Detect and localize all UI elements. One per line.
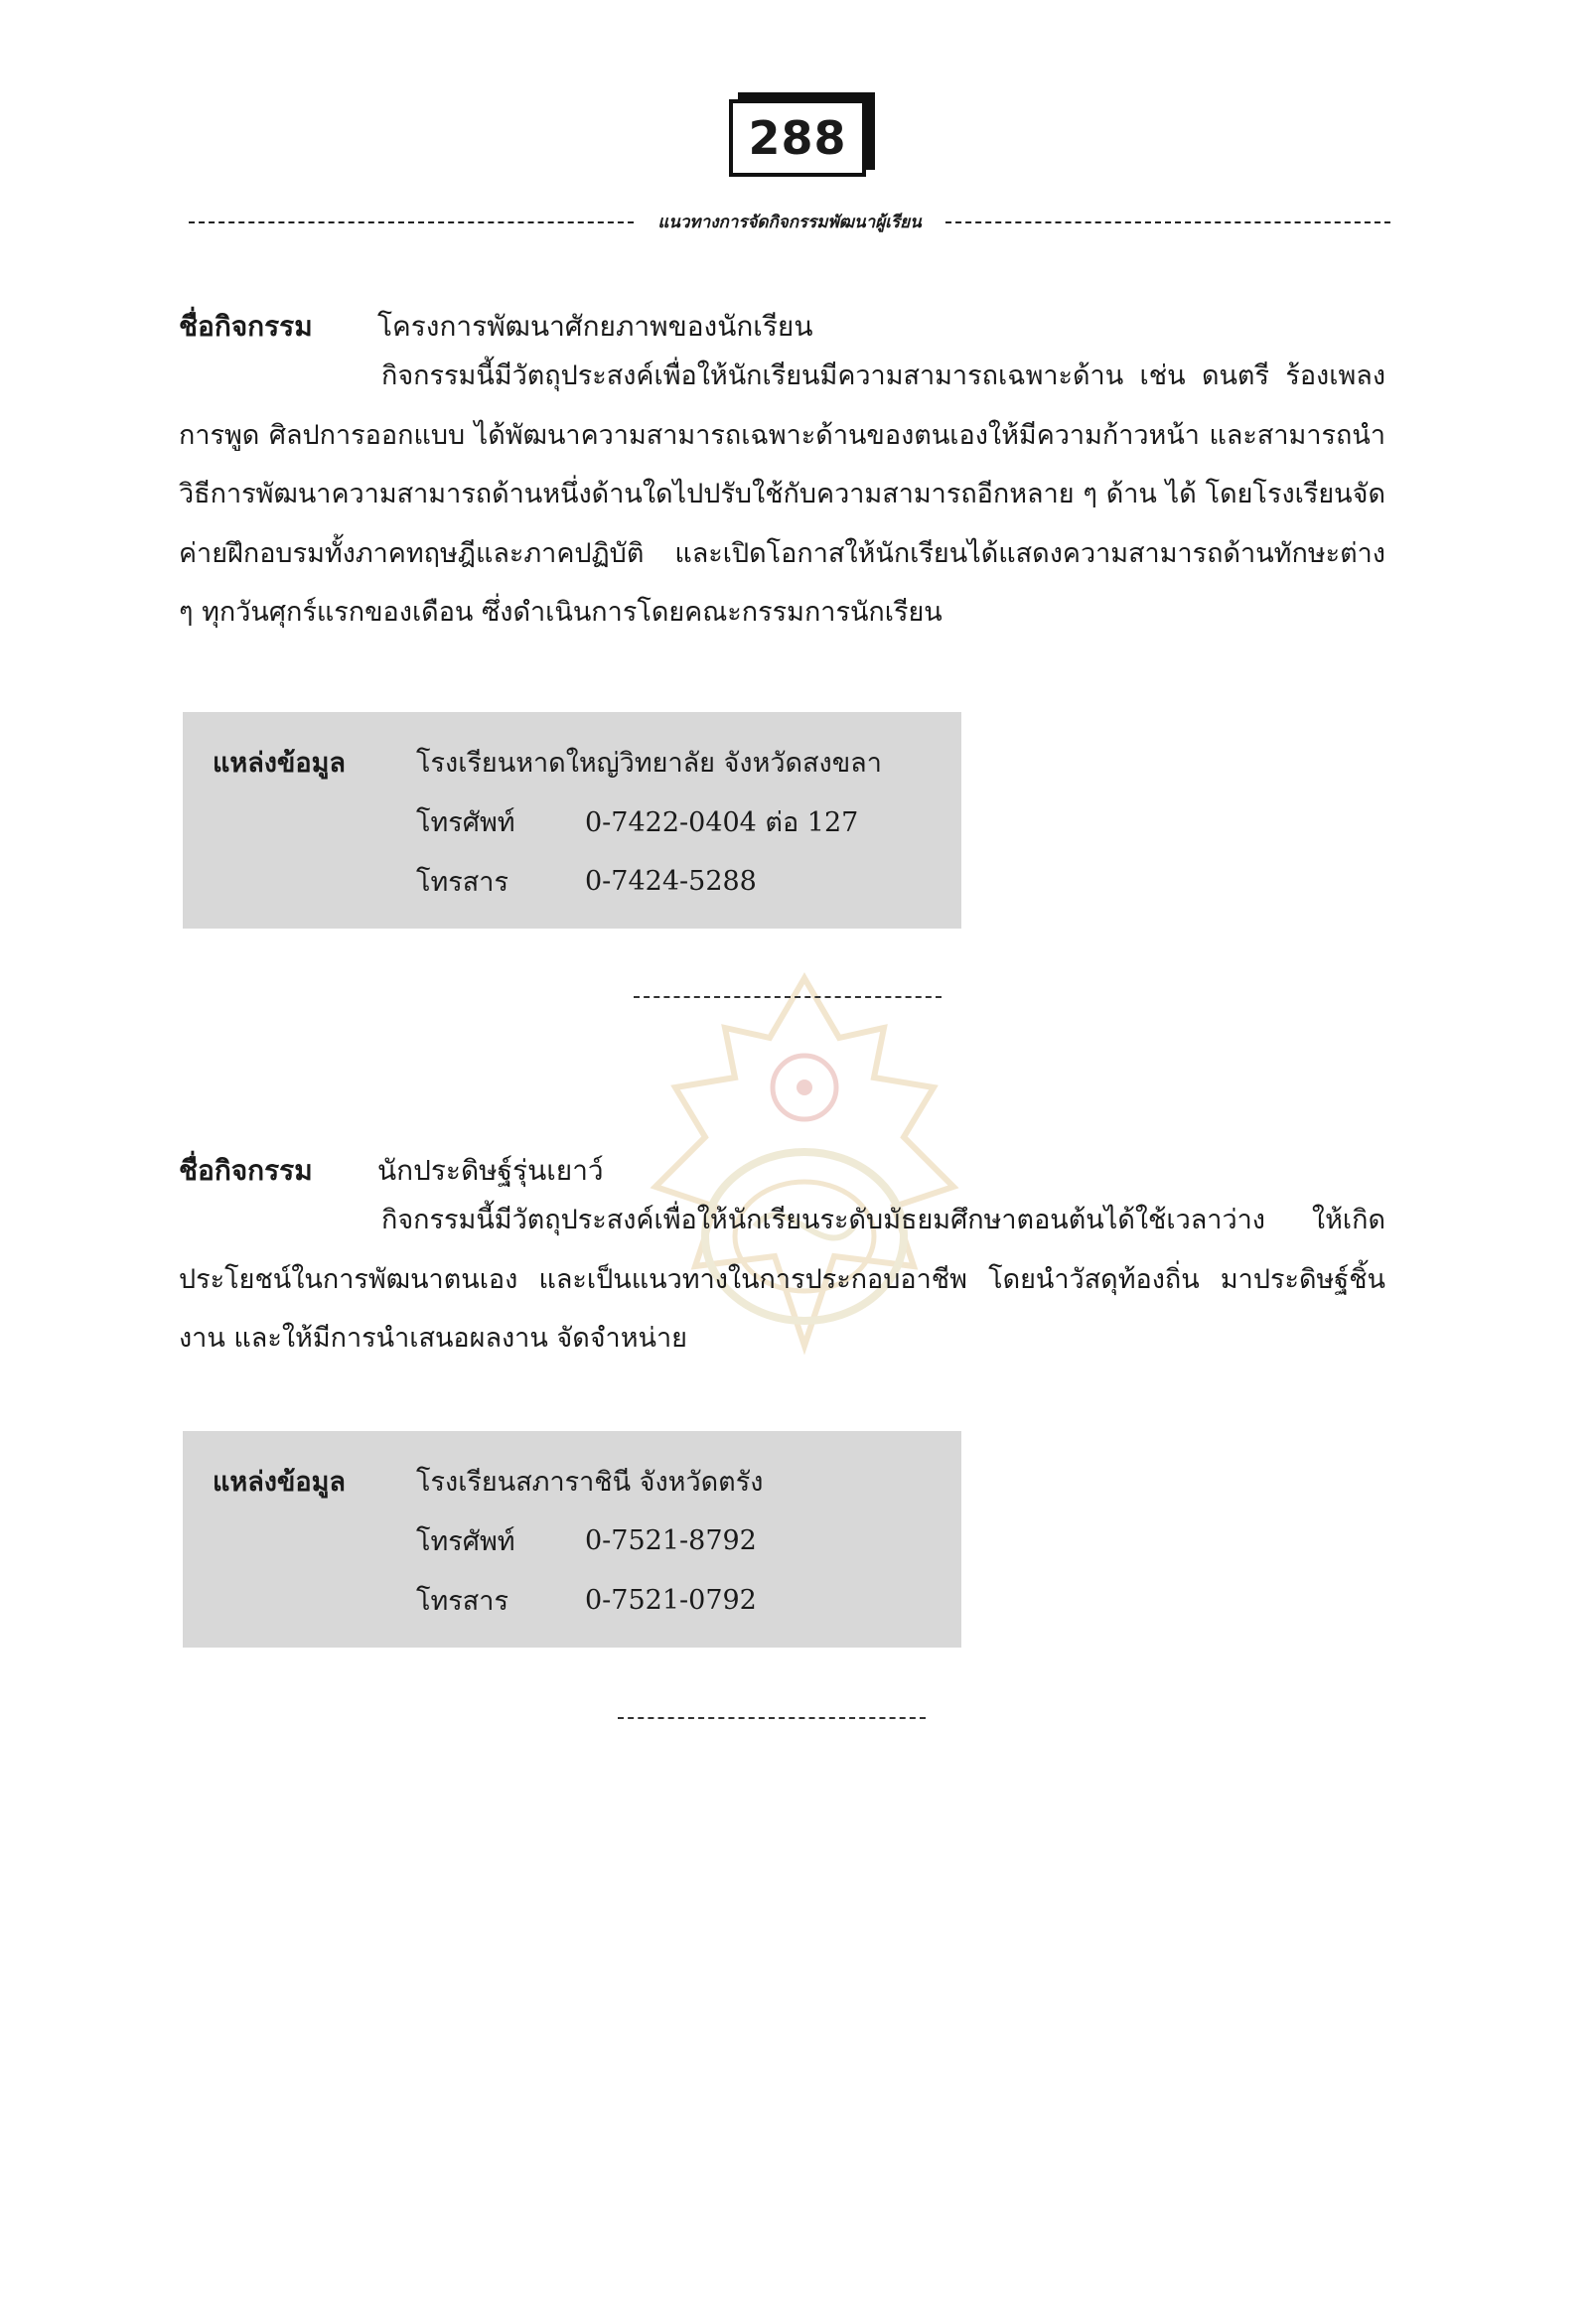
phone-row xyxy=(213,792,961,851)
activity-2-header xyxy=(179,1151,1385,1191)
phone-label: โทรศัพท์ xyxy=(416,806,515,838)
source-school: โรงเรียนสภาราชินี จังหวัดตรัง xyxy=(416,1466,764,1498)
source-row xyxy=(213,732,961,792)
source-label: แหล่งข้อมูล xyxy=(213,1466,346,1498)
activity-2 xyxy=(179,1151,1385,1368)
source-label: แหล่งข้อมูล xyxy=(213,747,346,779)
source-row xyxy=(213,1451,961,1511)
phone-value: 0-7521-8792 xyxy=(585,1524,757,1556)
phone-value: 0-7422-0404 ต่อ 127 xyxy=(585,806,859,838)
activity-label: ชื่อกิจกรรม xyxy=(179,1154,313,1187)
activity-1-source-box xyxy=(183,712,961,929)
phone-row xyxy=(213,1511,961,1570)
fax-label: โทรสาร xyxy=(416,866,508,898)
activity-1-header xyxy=(179,307,1385,347)
fax-row xyxy=(213,851,961,911)
header-rule-right xyxy=(945,221,1390,223)
activity-2-source-box xyxy=(183,1431,961,1648)
activity-title: โครงการพัฒนาศักยภาพของนักเรียน xyxy=(377,310,813,343)
header-caption: แนวทางการจัดกิจกรรมพัฒนาผู้เรียน xyxy=(657,213,922,232)
page-number: 288 xyxy=(729,99,866,177)
section-separator xyxy=(618,1717,926,1719)
activity-title: นักประดิษฐ์รุ่นเยาว์ xyxy=(377,1154,604,1187)
activity-1 xyxy=(179,307,1385,643)
activity-label: ชื่อกิจกรรม xyxy=(179,310,313,343)
fax-value: 0-7424-5288 xyxy=(585,865,757,897)
activity-description: กิจกรรมนี้มีวัตถุประสงค์เพื่อให้นักเรียนระดับมัธยมศึกษาตอนต้นได้ใช้เวลาว่าง ให้เกิดประโยชน์ในการพัฒนาตนเอง และเป็นแนวทางในการประกอบอาชีพ โดยนำวัสดุท้องถิ่น มาประดิษฐ์ชิ้นงาน และให้มีการนำเสนอผลงาน จัดจำหน่าย xyxy=(179,1205,1385,1354)
phone-label: โทรศัพท์ xyxy=(416,1525,515,1557)
running-header xyxy=(189,209,1390,235)
header-rule-left xyxy=(189,221,634,223)
fax-row xyxy=(213,1570,961,1630)
activity-description: กิจกรรมนี้มีวัตถุประสงค์เพื่อให้นักเรียนมีความสามารถเฉพาะด้าน เช่น ดนตรี ร้องเพลง การพูด ศิลปการออกแบบ ได้พัฒนาความสามารถเฉพาะด้านของตนเองให้มีความก้าวหน้า และสามารถนำวิธีการพัฒนาความสามารถด้านหนึ่งด้านใดไปปรับใช้กับความสามารถอีกหลาย ๆ ด้าน ได้ โดยโรงเรียนจัดค่ายฝึกอบรมทั้งภาคทฤษฎีและภาคปฏิบัติ และเปิดโอกาสให้นักเรียนได้แสดงความสามารถด้านทักษะต่าง ๆ ทุกวันศุกร์แรกของเดือน ซึ่งดำเนินการโดยคณะกรรมการนักเรียน xyxy=(179,360,1385,628)
fax-value: 0-7521-0792 xyxy=(585,1584,757,1616)
fax-label: โทรสาร xyxy=(416,1585,508,1617)
section-separator xyxy=(634,996,942,998)
source-school: โรงเรียนหาดใหญ่วิทยาลัย จังหวัดสงขลา xyxy=(416,747,882,779)
